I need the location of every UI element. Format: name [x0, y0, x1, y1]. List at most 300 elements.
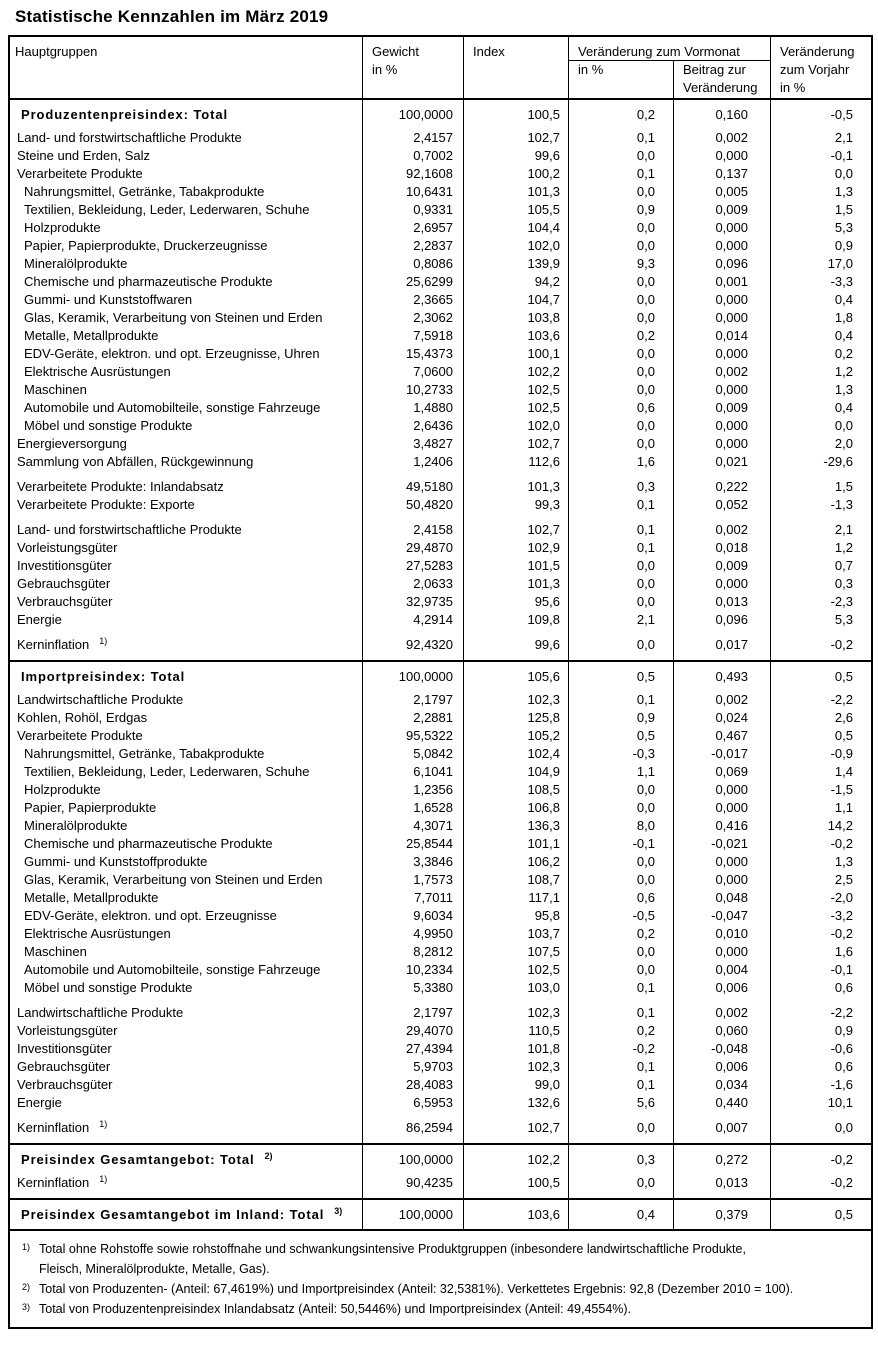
header-line: Gewicht [372, 44, 419, 59]
row-label [10, 291, 362, 309]
row-label [10, 496, 362, 514]
footnote-marker: 1) [22, 1242, 31, 1252]
table-row [10, 575, 871, 593]
row-label [10, 611, 362, 629]
row-label-text: Automobile und Automobilteile, sonstige Fahrzeuge [24, 962, 321, 977]
row-label-text: Glas, Keramik, Verarbeitung von Steinen und Erden [24, 872, 323, 887]
row-label-text: Importpreisindex: Total [21, 669, 186, 684]
row-label-text: Verarbeitete Produkte [17, 166, 143, 181]
index-value: 125,8 [463, 709, 568, 727]
row-label [10, 557, 362, 575]
vormonat-pct-value: 0,0 [568, 799, 673, 817]
beitrag-value: 0,009 [673, 557, 770, 575]
vormonat-pct-value: 0,0 [568, 273, 673, 291]
gewicht-value: 2,4157 [362, 129, 463, 147]
index-value: 112,6 [463, 453, 568, 471]
row-label [10, 1058, 362, 1076]
beitrag-value: 0,467 [673, 727, 770, 745]
row-label [10, 273, 362, 291]
footnote-text: Total ohne Rohstoffe sowie rohstoffnahe und schwankungsintensive Produktgruppen (inbesondere landwirtschaftliche Produkte, Fleisch, Mineralölprodukte, Metalle, Gas). [39, 1242, 746, 1276]
row-label-text: Elektrische Ausrüstungen [24, 364, 171, 379]
vormonat-pct-value: 0,1 [568, 979, 673, 997]
vormonat-pct-value: 0,0 [568, 1174, 673, 1198]
gewicht-value: 1,2406 [362, 453, 463, 471]
table-row [10, 907, 871, 925]
vormonat-pct-value: 0,0 [568, 557, 673, 575]
row-label [10, 979, 362, 997]
beitrag-value: 0,000 [673, 417, 770, 435]
table-row [10, 381, 871, 399]
index-value: 108,5 [463, 781, 568, 799]
beitrag-value: 0,222 [673, 471, 770, 496]
row-label [10, 345, 362, 363]
row-label [10, 363, 362, 381]
table-row [10, 453, 871, 471]
column-header-gewicht [362, 37, 463, 98]
vormonat-pct-value: 1,1 [568, 763, 673, 781]
gewicht-value: 95,5322 [362, 727, 463, 745]
index-value: 103,6 [463, 1200, 568, 1229]
row-label [10, 817, 362, 835]
row-label [10, 763, 362, 781]
vormonat-pct-value: -0,2 [568, 1040, 673, 1058]
vorjahr-value: 0,6 [770, 979, 871, 997]
row-label-text: Holzprodukte [24, 782, 101, 797]
row-label-text: Metalle, Metallprodukte [24, 890, 159, 905]
table-row [10, 471, 871, 496]
vormonat-pct-value: 0,0 [568, 853, 673, 871]
gewicht-value: 1,2356 [362, 781, 463, 799]
table-section [10, 1198, 871, 1229]
table-row [10, 997, 871, 1022]
gewicht-value: 100,0000 [362, 1145, 463, 1174]
gewicht-value: 3,4827 [362, 435, 463, 453]
vorjahr-value: 0,3 [770, 575, 871, 593]
gewicht-value: 8,2812 [362, 943, 463, 961]
beitrag-value: 0,009 [673, 399, 770, 417]
gewicht-value: 2,4158 [362, 514, 463, 539]
row-label [10, 1112, 362, 1143]
row-label-text: Papier, Papierprodukte, Druckerzeugnisse [24, 238, 268, 253]
table-row [10, 183, 871, 201]
footnote-text: Total von Produzenten- (Anteil: 67,4619%) und Importpreisindex (Anteil: 32,5381%). Verkettetes Ergebnis: 92,8 (Dezember 2010 = 100). [39, 1282, 794, 1296]
vormonat-pct-value: 0,3 [568, 1145, 673, 1174]
beitrag-value: 0,000 [673, 147, 770, 165]
footnote-marker: 3) [22, 1302, 31, 1312]
vormonat-subheaders [569, 61, 770, 98]
table-row [10, 165, 871, 183]
vormonat-pct-value: 0,0 [568, 219, 673, 237]
index-value: 99,3 [463, 496, 568, 514]
row-label-text: Investitionsgüter [17, 558, 112, 573]
beitrag-value: 0,052 [673, 496, 770, 514]
index-value: 102,0 [463, 237, 568, 255]
vorjahr-value: 0,4 [770, 291, 871, 309]
beitrag-value: 0,160 [673, 100, 770, 129]
table-row [10, 853, 871, 871]
index-value: 102,3 [463, 691, 568, 709]
vormonat-pct-value: 0,1 [568, 129, 673, 147]
index-value: 136,3 [463, 817, 568, 835]
row-label-text: Kohlen, Rohöl, Erdgas [17, 710, 148, 725]
row-label-text: Nahrungsmittel, Getränke, Tabakprodukte [24, 184, 265, 199]
table-row [10, 363, 871, 381]
beitrag-value: 0,006 [673, 1058, 770, 1076]
gewicht-value: 2,2881 [362, 709, 463, 727]
gewicht-value: 25,6299 [362, 273, 463, 291]
vormonat-pct-value: 0,0 [568, 147, 673, 165]
vorjahr-value: 0,9 [770, 237, 871, 255]
row-label-text: Land- und forstwirtschaftliche Produkte [17, 130, 242, 145]
vormonat-pct-value: 0,0 [568, 1112, 673, 1143]
vorjahr-value: -0,2 [770, 835, 871, 853]
vorjahr-value: 0,6 [770, 1058, 871, 1076]
table-row [10, 273, 871, 291]
vormonat-pct-value: 0,0 [568, 309, 673, 327]
vormonat-pct-value: 0,0 [568, 345, 673, 363]
row-label-text: Energie [17, 1095, 62, 1110]
row-label-text: Preisindex Gesamtangebot im Inland: Total [21, 1207, 325, 1222]
row-label [10, 925, 362, 943]
row-label-text: Gummi- und Kunststoffprodukte [24, 854, 208, 869]
table-row [10, 514, 871, 539]
vorjahr-value: -1,3 [770, 496, 871, 514]
gewicht-value: 0,7002 [362, 147, 463, 165]
vormonat-pct-value: 0,5 [568, 662, 673, 691]
vorjahr-value: -2,2 [770, 997, 871, 1022]
vorjahr-value: -0,6 [770, 1040, 871, 1058]
vormonat-pct-value: 0,0 [568, 417, 673, 435]
row-label-text: Metalle, Metallprodukte [24, 328, 159, 343]
beitrag-value: 0,000 [673, 345, 770, 363]
table-row [10, 1076, 871, 1094]
gewicht-value: 4,9950 [362, 925, 463, 943]
index-value: 101,1 [463, 835, 568, 853]
beitrag-value: 0,021 [673, 453, 770, 471]
table-row [10, 539, 871, 557]
beitrag-value: 0,137 [673, 165, 770, 183]
beitrag-value: 0,002 [673, 691, 770, 709]
index-value: 104,7 [463, 291, 568, 309]
vorjahr-value: 1,3 [770, 183, 871, 201]
row-label-text: Produzentenpreisindex: Total [21, 107, 228, 122]
vormonat-pct-value: 0,9 [568, 201, 673, 219]
vormonat-pct-value: 0,1 [568, 1076, 673, 1094]
vorjahr-value: -0,5 [770, 100, 871, 129]
vorjahr-value: -0,9 [770, 745, 871, 763]
row-label-text: Landwirtschaftliche Produkte [17, 692, 184, 707]
table-row [10, 1040, 871, 1058]
table-row [10, 799, 871, 817]
vorjahr-value: 0,4 [770, 399, 871, 417]
table-row [10, 1112, 871, 1143]
header-line: Veränderung [780, 44, 855, 59]
footnote-marker: 1) [99, 1118, 108, 1129]
vorjahr-value: 2,0 [770, 435, 871, 453]
row-label [10, 889, 362, 907]
vorjahr-value: -3,2 [770, 907, 871, 925]
footnote-marker: 2) [22, 1282, 31, 1292]
vorjahr-value: 0,5 [770, 727, 871, 745]
vormonat-pct-value: 0,0 [568, 363, 673, 381]
column-header-vorjahr [770, 37, 871, 98]
row-label [10, 147, 362, 165]
column-header-index: Index [463, 37, 568, 98]
vorjahr-value: 1,8 [770, 309, 871, 327]
table-row [10, 309, 871, 327]
vormonat-pct-value: 0,1 [568, 1058, 673, 1076]
index-value: 110,5 [463, 1022, 568, 1040]
row-label-text: Elektrische Ausrüstungen [24, 926, 171, 941]
footnote-text: Total von Produzentenpreisindex Inlandabsatz (Anteil: 50,5446%) und Importpreisindex (Anteil: 49,4554%). [39, 1302, 632, 1316]
vorjahr-value: 2,1 [770, 514, 871, 539]
vorjahr-value: -0,1 [770, 147, 871, 165]
beitrag-value: 0,006 [673, 979, 770, 997]
row-label-text: Verarbeitete Produkte [17, 728, 143, 743]
gewicht-value: 2,3062 [362, 309, 463, 327]
header-line: zum Vorjahr [780, 62, 850, 77]
vormonat-pct-value: 0,6 [568, 399, 673, 417]
table-row [10, 763, 871, 781]
gewicht-value: 5,9703 [362, 1058, 463, 1076]
gewicht-value: 2,0633 [362, 575, 463, 593]
row-label-text: Landwirtschaftliche Produkte [17, 1005, 184, 1020]
vormonat-pct-value: 0,0 [568, 575, 673, 593]
beitrag-value: 0,272 [673, 1145, 770, 1174]
row-label [10, 629, 362, 660]
beitrag-value: 0,000 [673, 575, 770, 593]
row-label [10, 853, 362, 871]
gewicht-value: 4,2914 [362, 611, 463, 629]
index-value: 102,5 [463, 381, 568, 399]
row-label-text: Chemische und pharmazeutische Produkte [24, 274, 273, 289]
table-row [10, 1200, 871, 1229]
row-label [10, 381, 362, 399]
gewicht-value: 0,9331 [362, 201, 463, 219]
vormonat-pct-value: 0,0 [568, 871, 673, 889]
gewicht-value: 2,3665 [362, 291, 463, 309]
gewicht-value: 6,1041 [362, 763, 463, 781]
vormonat-pct-value: 0,0 [568, 943, 673, 961]
beitrag-value: -0,048 [673, 1040, 770, 1058]
table-row [10, 709, 871, 727]
footnote-marker: 2) [264, 1150, 273, 1161]
row-label [10, 835, 362, 853]
row-label-text: Gebrauchsgüter [17, 1059, 111, 1074]
beitrag-value: 0,013 [673, 593, 770, 611]
index-value: 101,8 [463, 1040, 568, 1058]
row-label-text: Holzprodukte [24, 220, 101, 235]
index-value: 103,0 [463, 979, 568, 997]
row-label-text: Vorleistungsgüter [17, 1023, 118, 1038]
row-label-text: Land- und forstwirtschaftliche Produkte [17, 522, 242, 537]
vorjahr-value: -0,2 [770, 1145, 871, 1174]
column-header-vormonat-group [568, 37, 770, 98]
vorjahr-value: -0,1 [770, 961, 871, 979]
vorjahr-value: -0,2 [770, 629, 871, 660]
table-row [10, 835, 871, 853]
index-value: 102,2 [463, 363, 568, 381]
index-value: 102,2 [463, 1145, 568, 1174]
table-row [10, 961, 871, 979]
index-value: 100,5 [463, 1174, 568, 1198]
row-label [10, 727, 362, 745]
index-value: 103,6 [463, 327, 568, 345]
index-value: 101,3 [463, 183, 568, 201]
row-label-text: Möbel und sonstige Produkte [24, 980, 193, 995]
row-label-text: Nahrungsmittel, Getränke, Tabakprodukte [24, 746, 265, 761]
vorjahr-value: -2,2 [770, 691, 871, 709]
vorjahr-value: 0,4 [770, 327, 871, 345]
gewicht-value: 28,4083 [362, 1076, 463, 1094]
gewicht-value: 1,4880 [362, 399, 463, 417]
table-row [10, 1058, 871, 1076]
table-row [10, 327, 871, 345]
beitrag-value: 0,018 [673, 539, 770, 557]
table-row [10, 147, 871, 165]
row-label [10, 1174, 362, 1198]
table-header [10, 37, 871, 100]
row-label-text: Investitionsgüter [17, 1041, 112, 1056]
header-line: in % [372, 62, 398, 77]
table-row [10, 496, 871, 514]
index-value: 132,6 [463, 1094, 568, 1112]
beitrag-value: 0,001 [673, 273, 770, 291]
vorjahr-value: 2,1 [770, 129, 871, 147]
vormonat-pct-value: 0,2 [568, 327, 673, 345]
gewicht-value: 1,7573 [362, 871, 463, 889]
vorjahr-value: 0,5 [770, 1200, 871, 1229]
row-label-text: Möbel und sonstige Produkte [24, 418, 193, 433]
vorjahr-value: 5,3 [770, 611, 871, 629]
gewicht-value: 4,3071 [362, 817, 463, 835]
gewicht-value: 6,5953 [362, 1094, 463, 1112]
vormonat-pct-value: 5,6 [568, 1094, 673, 1112]
row-label [10, 871, 362, 889]
gewicht-value: 29,4870 [362, 539, 463, 557]
index-value: 100,5 [463, 100, 568, 129]
table-row [10, 345, 871, 363]
row-label-text: Maschinen [24, 944, 87, 959]
vorjahr-value: 5,3 [770, 219, 871, 237]
row-label [10, 907, 362, 925]
vorjahr-value: 1,4 [770, 763, 871, 781]
footnote [22, 1239, 861, 1279]
row-label-text: Verarbeitete Produkte: Inlandabsatz [17, 479, 224, 494]
vormonat-pct-value: 2,1 [568, 611, 673, 629]
gewicht-value: 90,4235 [362, 1174, 463, 1198]
vormonat-pct-value: 0,5 [568, 727, 673, 745]
beitrag-value: 0,000 [673, 291, 770, 309]
gewicht-value: 0,8086 [362, 255, 463, 273]
gewicht-value: 100,0000 [362, 1200, 463, 1229]
gewicht-value: 5,0842 [362, 745, 463, 763]
stats-table [8, 35, 873, 1329]
page-title: Statistische Kennzahlen im März 2019 [15, 7, 329, 26]
vorjahr-value: 0,0 [770, 417, 871, 435]
row-label-text: EDV-Geräte, elektron. und opt. Erzeugnisse [24, 908, 277, 923]
row-label [10, 309, 362, 327]
beitrag-value: 0,000 [673, 435, 770, 453]
table-row [10, 399, 871, 417]
gewicht-value: 7,0600 [362, 363, 463, 381]
index-value: 103,7 [463, 925, 568, 943]
row-label-text: Kerninflation [17, 1120, 90, 1135]
table-row [10, 237, 871, 255]
table-row [10, 1022, 871, 1040]
footnotes [10, 1229, 871, 1327]
vorjahr-value: 17,0 [770, 255, 871, 273]
gewicht-value: 2,1797 [362, 691, 463, 709]
row-label-text: Preisindex Gesamtangebot: Total [21, 1152, 255, 1167]
beitrag-value: 0,007 [673, 1112, 770, 1143]
vorjahr-value: -1,6 [770, 1076, 871, 1094]
beitrag-value: 0,010 [673, 925, 770, 943]
footnote [22, 1279, 861, 1299]
gewicht-value: 2,1797 [362, 997, 463, 1022]
vorjahr-value: 0,0 [770, 1112, 871, 1143]
beitrag-value: 0,048 [673, 889, 770, 907]
vormonat-pct-value: -0,1 [568, 835, 673, 853]
table-row [10, 255, 871, 273]
row-label [10, 165, 362, 183]
vormonat-pct-value: 0,9 [568, 709, 673, 727]
row-label [10, 219, 362, 237]
vorjahr-value: 0,0 [770, 165, 871, 183]
row-label [10, 237, 362, 255]
beitrag-value: 0,000 [673, 237, 770, 255]
table-row [10, 1094, 871, 1112]
beitrag-value: -0,017 [673, 745, 770, 763]
row-label [10, 417, 362, 435]
beitrag-value: 0,000 [673, 799, 770, 817]
beitrag-value: 0,000 [673, 943, 770, 961]
index-value: 102,7 [463, 1112, 568, 1143]
vormonat-pct-value: 0,3 [568, 471, 673, 496]
row-label [10, 1040, 362, 1058]
index-value: 103,8 [463, 309, 568, 327]
row-label-text: Textilien, Bekleidung, Leder, Lederwaren, Schuhe [24, 764, 310, 779]
table-row [10, 291, 871, 309]
row-label [10, 471, 362, 496]
footnote [22, 1299, 861, 1319]
index-value: 105,2 [463, 727, 568, 745]
row-label-text: Energieversorgung [17, 436, 127, 451]
gewicht-value: 92,4320 [362, 629, 463, 660]
row-label [10, 453, 362, 471]
vormonat-pct-value: -0,5 [568, 907, 673, 925]
index-value: 102,5 [463, 399, 568, 417]
vorjahr-value: -3,3 [770, 273, 871, 291]
index-value: 109,8 [463, 611, 568, 629]
beitrag-value: 0,024 [673, 709, 770, 727]
gewicht-value: 32,9735 [362, 593, 463, 611]
index-value: 95,6 [463, 593, 568, 611]
index-value: 102,3 [463, 997, 568, 1022]
index-value: 100,1 [463, 345, 568, 363]
row-label [10, 1145, 362, 1174]
index-value: 104,9 [463, 763, 568, 781]
table-row [10, 593, 871, 611]
vorjahr-value: 1,2 [770, 363, 871, 381]
row-label-text: Textilien, Bekleidung, Leder, Lederwaren, Schuhe [24, 202, 310, 217]
index-value: 106,8 [463, 799, 568, 817]
table-body [10, 100, 871, 1229]
row-label [10, 781, 362, 799]
row-label [10, 183, 362, 201]
footnote-marker: 1) [99, 1173, 108, 1184]
row-label [10, 327, 362, 345]
